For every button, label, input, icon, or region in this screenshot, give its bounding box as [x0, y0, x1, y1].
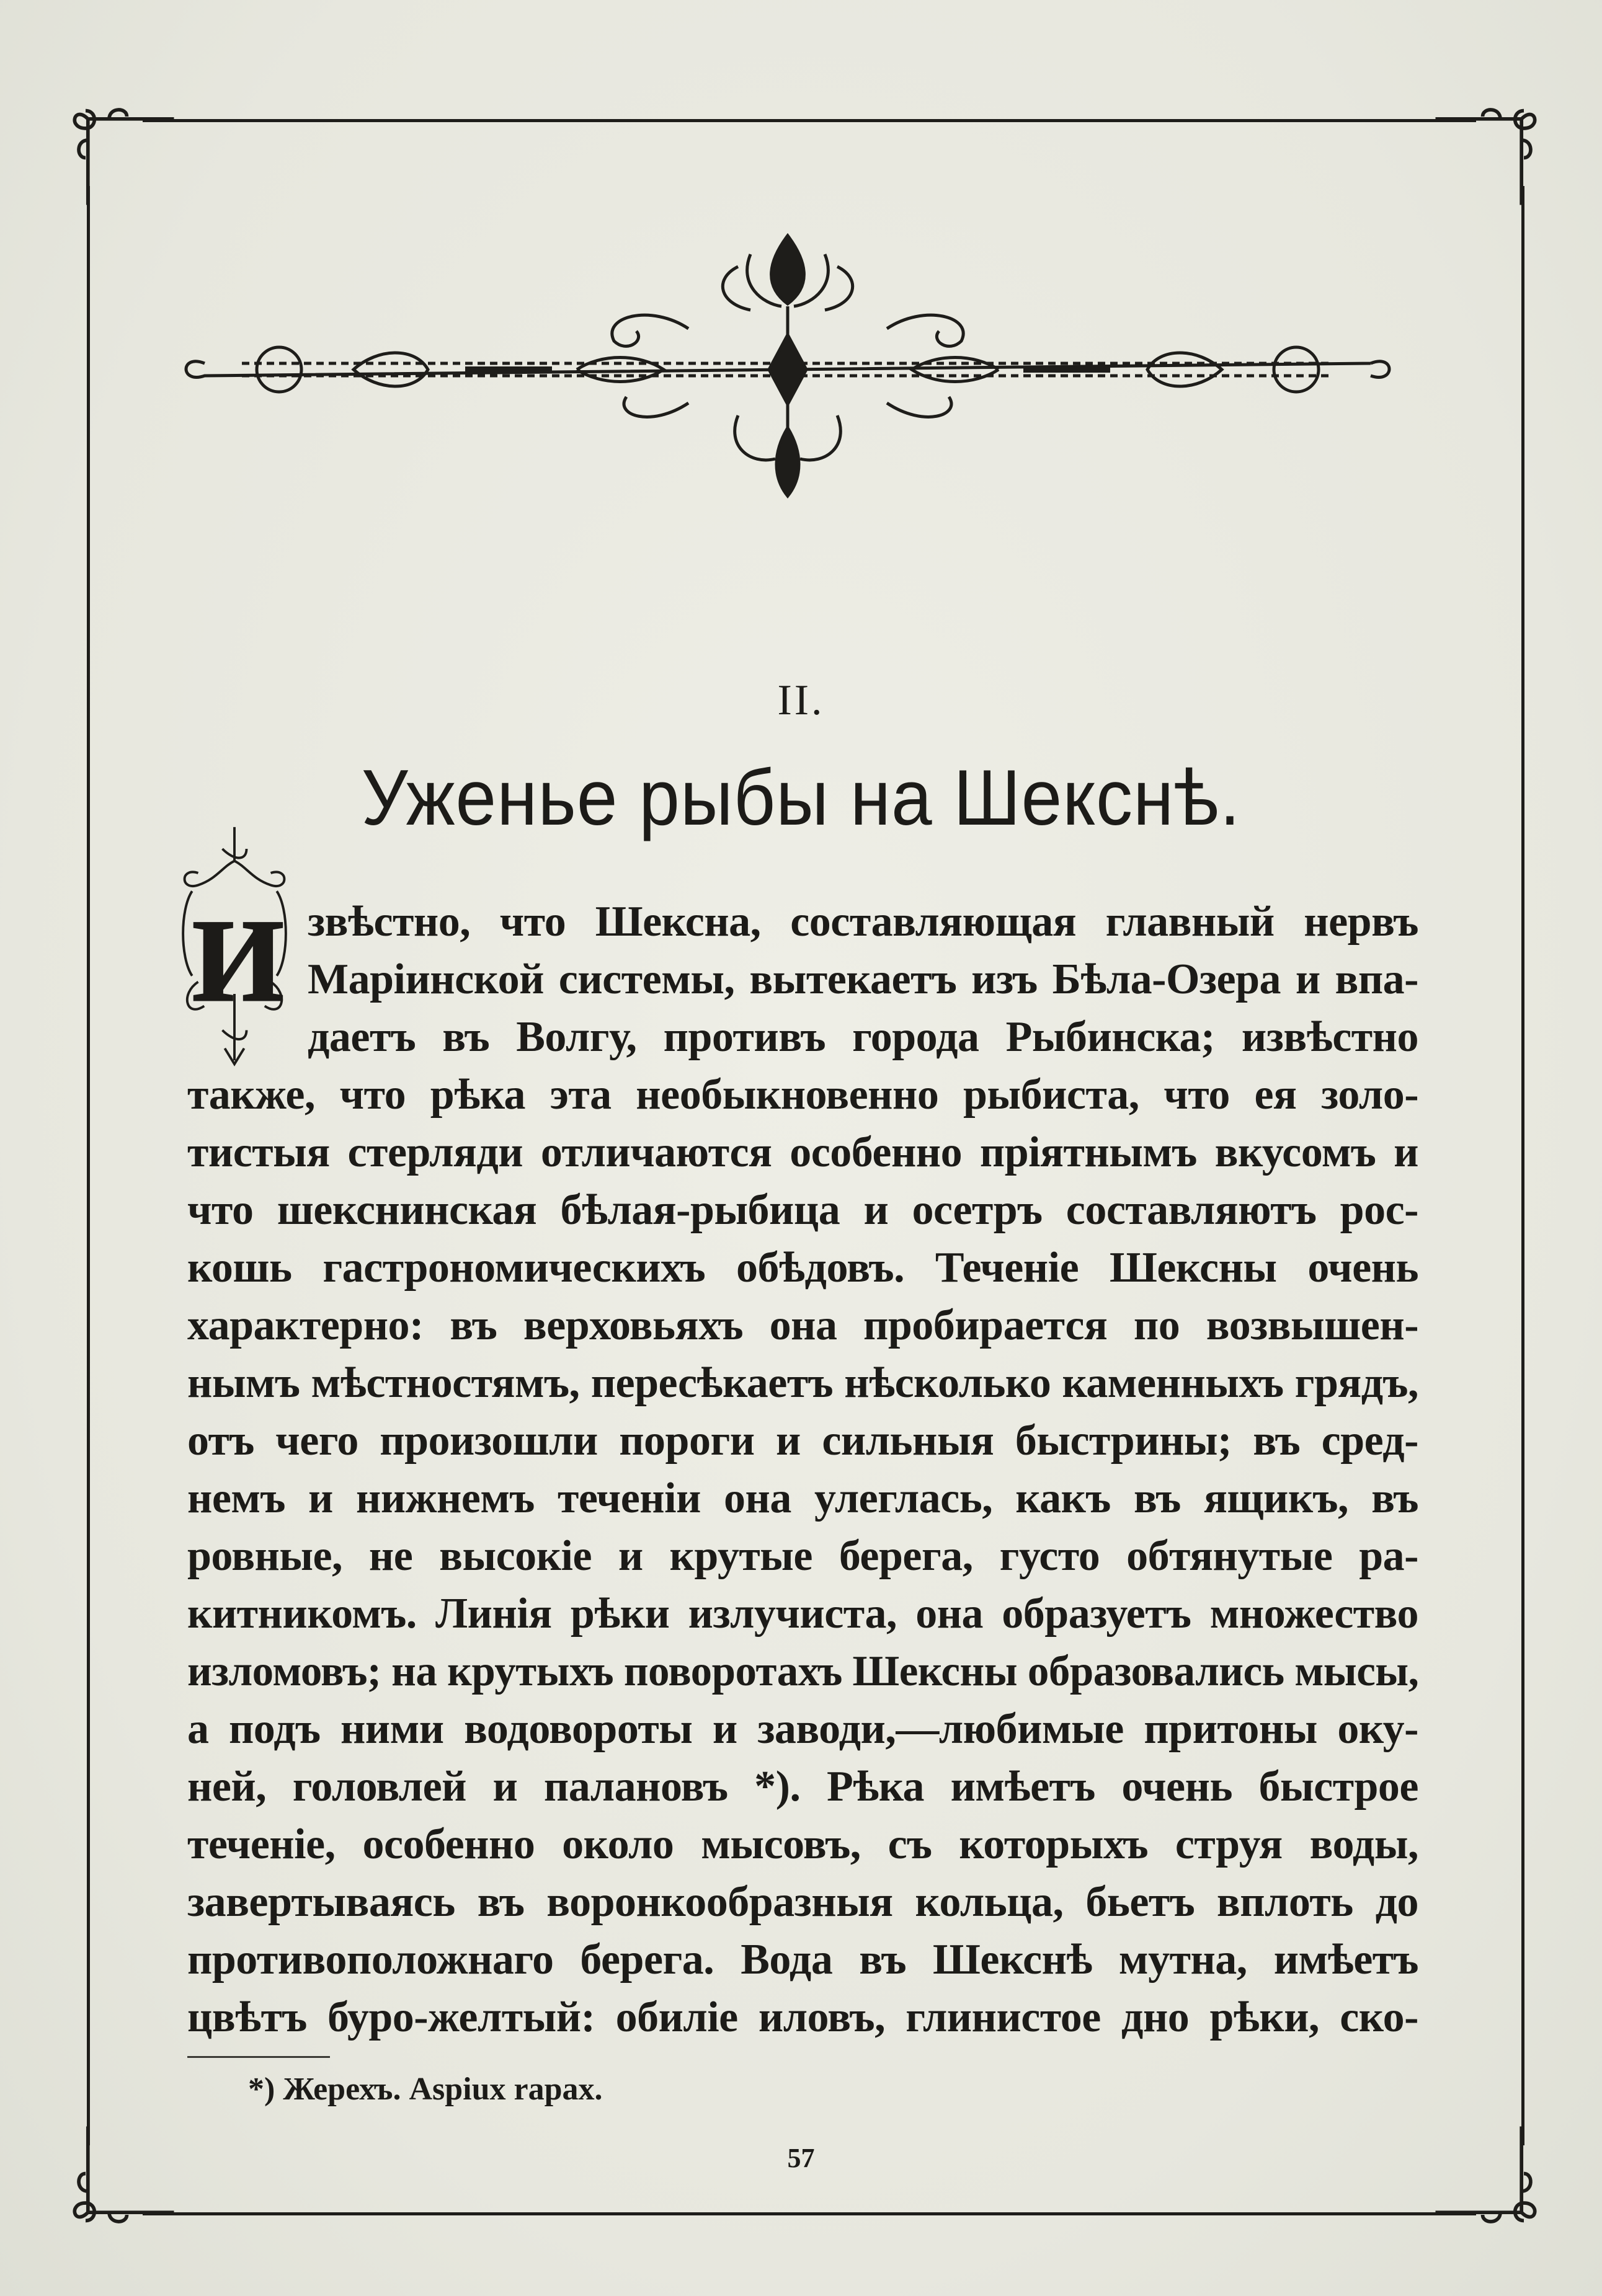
text-line: кошь гастрономическихъ обѣдовъ. Теченіе Шексны очень [187, 1244, 1418, 1292]
text-line: Маріинской системы, вытекаетъ изъ Бѣла-Озера и впа- [308, 955, 1418, 1003]
text-line: также, что рѣка эта необыкновенно рыбиста, что ея золо- [187, 1071, 1418, 1119]
corner-ornament-bottom-left-icon [62, 2121, 180, 2238]
corner-ornament-bottom-right-icon [1430, 2121, 1547, 2238]
page-number: 57 [787, 2143, 815, 2173]
text-line: характерно: въ верховьяхъ она пробирается по возвышен- [187, 1301, 1418, 1349]
text-line: даетъ въ Волгу, противъ города Рыбинска; извѣстно [308, 1013, 1418, 1061]
frame-left-line [87, 186, 90, 2145]
text-line: что шекснинская бѣлая-рыбица и осетръ составляютъ рос- [187, 1186, 1418, 1234]
text-line: завертываясь въ воронкообразныя кольца, бьетъ вплоть до [187, 1878, 1418, 1926]
body-text [187, 893, 1418, 2046]
header-ornament-icon [167, 229, 1408, 502]
text-line: отъ чего произошли пороги и сильныя быстрины; въ сред- [187, 1417, 1418, 1465]
text-line: изломовъ; на крутыхъ поворотахъ Шексны образовались мысы, [187, 1647, 1419, 1695]
text-line: нымъ мѣстностямъ, пересѣкаетъ нѣсколько каменныхъ грядъ, [187, 1359, 1418, 1407]
text-line: китникомъ. Линія рѣки излучиста, она образуетъ множество [187, 1590, 1418, 1638]
text-line: ней, головлей и палановъ *). Рѣка имѣетъ очень быстрое [187, 1763, 1418, 1811]
corner-ornament-top-right-icon [1430, 93, 1547, 211]
chapter-title: Уженье рыбы на Шекснѣ. [361, 753, 1241, 843]
footnote: *) Жерехъ. Aspiux rapax. [248, 2072, 603, 2107]
chapter-numeral: II. [777, 676, 825, 724]
text-line: цвѣтъ буро-желтый: обиліе иловъ, глинистое дно рѣки, ско- [187, 1993, 1418, 2041]
text-line: звѣстно, что Шексна, составляющая главный нервъ [308, 898, 1418, 946]
frame-top-line [143, 119, 1476, 122]
frame-right-line [1521, 186, 1524, 2145]
text-line: а подъ ними водовороты и заводи,—любимые притоны оку- [187, 1705, 1418, 1753]
text-line: противоположнаго берега. Вода въ Шекснѣ мутна, имѣетъ [187, 1936, 1418, 1984]
frame-bottom-line [143, 2212, 1476, 2215]
footnote-rule [187, 2056, 330, 2058]
text-line: немъ и нижнемъ теченіи она улеглась, какъ въ ящикъ, въ [187, 1474, 1418, 1522]
drop-cap-letter: И [192, 896, 284, 1026]
corner-ornament-top-left-icon [62, 93, 180, 211]
text-line: ровные, не высокіе и крутые берега, густо обтянутые ра- [187, 1532, 1418, 1580]
text-line: тистыя стерляди отличаются особенно пріятнымъ вкусомъ и [187, 1128, 1418, 1176]
text-line: теченіе, особенно около мысовъ, съ которыхъ струя воды, [187, 1820, 1418, 1868]
